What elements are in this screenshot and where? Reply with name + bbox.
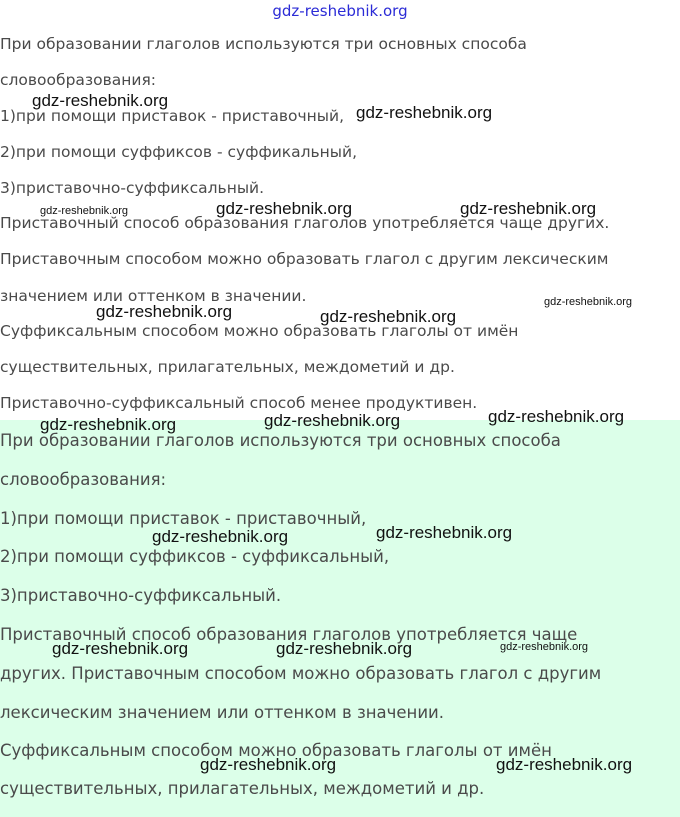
paragraph-line: 2)при помощи суффиксов - суффиксальный, <box>0 547 390 566</box>
paragraph-line: 3)приставочно-суффиксальный. <box>0 586 282 605</box>
paragraph-line: Приставочный способ образования глаголов употребляется чаще <box>0 625 578 644</box>
watermark: gdz-reshebnik.org <box>276 639 413 658</box>
paragraph-line: значением или оттенком в значении. <box>0 287 307 305</box>
paragraph-line: существительных, прилагательных, междометий и др. <box>0 358 455 376</box>
watermark: gdz-reshebnik.org <box>488 407 625 426</box>
paragraph-line: других. Приставочным способом можно образовать глагол с другим <box>0 664 602 683</box>
watermark: gdz-reshebnik.org <box>544 296 633 308</box>
watermark: gdz-reshebnik.org <box>32 91 169 110</box>
paragraph-line: 1)при помощи приставок - приставочный, <box>0 509 367 528</box>
paragraph-line: словообразования: <box>0 470 167 489</box>
paragraph-line: Приставочно-суффиксальный способ менее продуктивен. <box>0 394 478 412</box>
paragraph-line: существительных, прилагательных, междометий и др. <box>0 779 485 798</box>
watermark: gdz-reshebnik.org <box>496 755 633 774</box>
watermark: gdz-reshebnik.org <box>460 199 597 218</box>
paragraph-line: 2)при помощи суффиксов - суффикальный, <box>0 143 358 161</box>
paragraph-line: 1)при помощи приставок - приставочный, <box>0 107 345 125</box>
watermark: gdz-reshebnik.org <box>52 639 189 658</box>
paragraph-line: словообразования: <box>0 71 157 89</box>
watermark: gdz-reshebnik.org <box>264 411 401 430</box>
watermark: gdz-reshebnik.org <box>200 755 337 774</box>
watermark: gdz-reshebnik.org <box>356 103 493 122</box>
paragraph-line: 3)приставочно-суффиксальный. <box>0 179 265 197</box>
watermark: gdz-reshebnik.org <box>152 527 289 546</box>
watermark: gdz-reshebnik.org <box>376 523 513 542</box>
site-header-watermark: gdz-reshebnik.org <box>272 2 408 20</box>
watermark: gdz-reshebnik.org <box>216 199 353 218</box>
paragraph-line: При образовании глаголов используются три основных способа <box>0 35 527 53</box>
paragraph-line: Приставочный способ образования глаголов употребляется чаще других. <box>0 214 610 232</box>
watermark: gdz-reshebnik.org <box>500 641 589 653</box>
paragraph-line: Суффиксальным способом можно образовать глаголы от имён <box>0 322 519 340</box>
paragraph-line: Суффиксальным способом можно образовать глаголы от имён <box>0 741 552 760</box>
watermark: gdz-reshebnik.org <box>96 302 233 321</box>
watermark: gdz-reshebnik.org <box>40 205 129 217</box>
paragraph-line: лексическим значением или оттенком в значении. <box>0 703 445 722</box>
paragraph-line: Приставочным способом можно образовать глагол с другим лексическим <box>0 250 609 268</box>
watermark: gdz-reshebnik.org <box>320 307 457 326</box>
paragraph-line: При образовании глаголов используются три основных способа <box>0 431 561 450</box>
watermark: gdz-reshebnik.org <box>40 415 177 434</box>
